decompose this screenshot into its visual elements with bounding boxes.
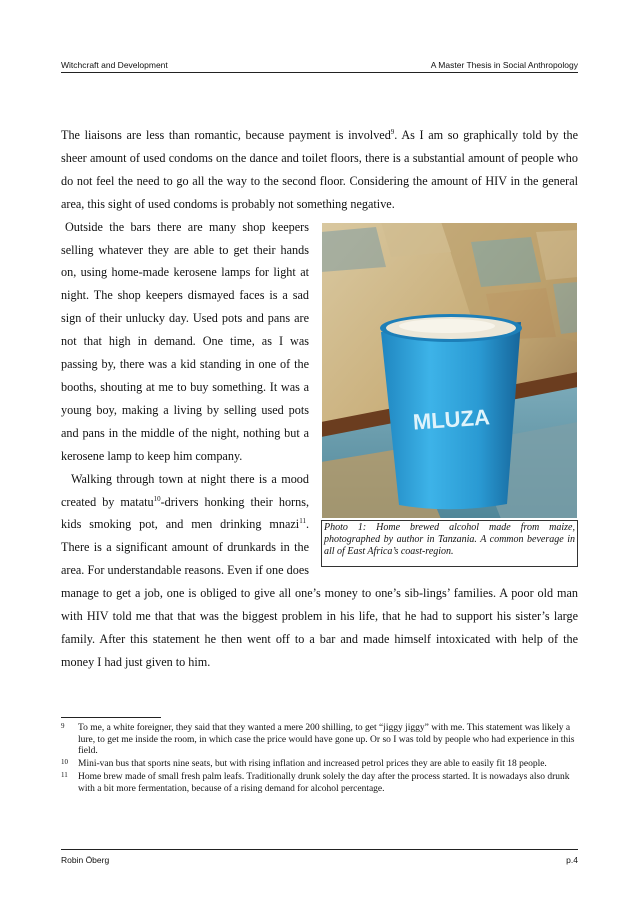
paragraph-1 [61,124,578,216]
footnote-11 [61,772,578,795]
footnote-ref-11[interactable]: 11 [299,517,306,526]
footnote-text: Home brew made of small fresh palm leafs. Traditionally drunk solely the day after the process started. It is nowadays also drunk with a bit more fermentation, because of a rising demand for alcohol percentage. [78,771,570,794]
footnote-number: 10 [61,758,68,767]
header-right: A Master Thesis in Social Anthropology [430,60,578,70]
header-left: Witchcraft and Development [61,60,168,70]
paragraph-3-text-c: . There is a significant amount of drunkards in the area. For understandable reasons. Even if one does manage to get a job, one is obliged to give all one’s money to one’s sib-lings’ families. A poor old man with HIV told me that that was the biggest problem in his life, that he had to support his sister’s large family. After this statement he then went off to a bar and made himself intoxicated with help of the money I had just given to him. [61,517,578,669]
footer-rule [61,849,578,850]
paragraph-1-text-a: The liaisons are less than romantic, because payment is involved [61,128,391,142]
paragraph-3-text-b: -drivers honking their horns, kids smoking pot, and men drinking mnazi [61,494,309,532]
footnote-ref-9[interactable]: 9 [390,128,395,136]
header-rule [61,72,578,73]
footnote-9 [61,723,578,758]
paragraph-2: Outside the bars there are many shop keepers selling whatever they are able to get their hands on, using home-made kerosene lamps for light at night. The shop keepers dismayed faces is a sad sign of their unlucky day. Used pots and pans are not that high in demand. One time, as I was passing by, there was a kid standing in one of the booths, shouting at me to buy something. It was a young boy, making a living by selling used pots and pans in the middle of the night, nothing but a kerosene lamp to keep him company. [61,219,309,463]
photo-mluza-cup [321,222,578,519]
footnote-text: To me, a white foreigner, they said that they wanted a mere 200 shilling, to get “jiggy jiggy” with me. This statement was likely a lure, to get me inside the room, in which case the price would have gone up. Or so I was told by people who had experience in this field. [78,723,575,757]
paragraph-3-text-a: Walking through town at night there is a mood created by matatu [61,471,309,509]
footnote-10 [61,759,578,771]
photo-caption: Photo 1: Home brewed alcohol made from maize, photographed by author in Tanzania. A common beverage in all of East Africa’s coast-region. [324,521,575,558]
footnotes [61,723,578,796]
footer-author: Robin Öberg [61,855,110,865]
footnote-number: 9 [61,722,65,730]
footnote-ref-10[interactable]: 10 [153,494,161,503]
footnote-text: Mini-van bus that sports nine seats, but with rising inflation and increased petrol prices they are able to easily fit 18 people. [78,759,547,770]
paragraph-1-text-b: . As I am so graphically told by the sheer amount of used condoms on the dance and toilet floors, there is a substantial amount of people who do not feel the need to go all the way to the second floor. Considering the amount of HIV in the general area, this sight of used condoms is probably not something negative. [61,128,578,211]
body-text [61,124,578,674]
photo-image [321,222,578,519]
page-number: p.4 [566,855,578,865]
footnote-number: 11 [61,770,68,779]
figure-photo-1 [321,222,578,567]
cup-text: MLUZA [412,403,491,435]
footnote-rule [61,717,161,718]
